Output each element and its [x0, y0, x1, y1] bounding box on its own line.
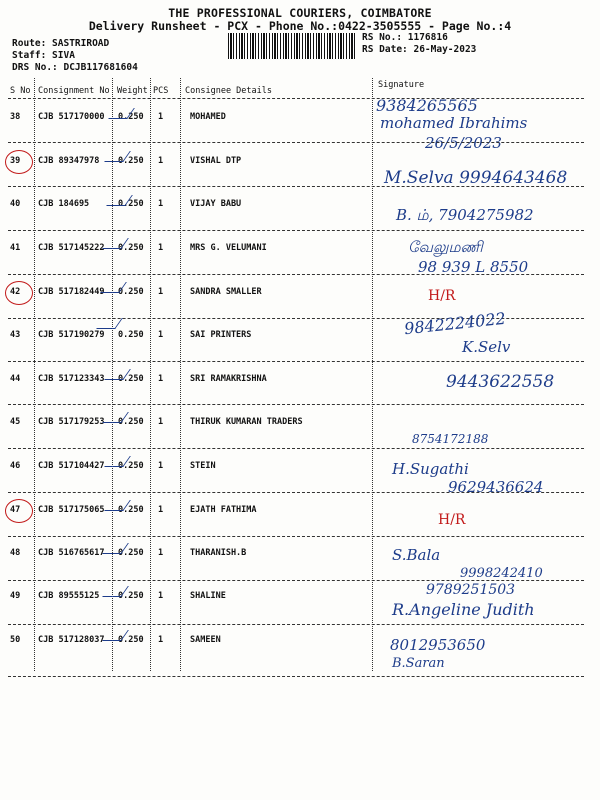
rs-date: RS Date: 26-May-2023 — [362, 44, 477, 55]
row-consignment: CJB 516765617 — [38, 548, 105, 558]
runsheet-title: Delivery Runsheet - PCX - Phone No.:0422-3505555 - Page No.:4 — [88, 19, 512, 33]
col-consignee: Consignee Details — [185, 86, 272, 96]
row-consignment: CJB 517145222 — [38, 243, 105, 253]
row-pcs: 1 — [158, 505, 164, 515]
row-weight: 0.250 — [118, 461, 144, 471]
row-consignment: CJB 517170000 — [38, 112, 105, 122]
col-sno: S No — [10, 86, 31, 96]
row-sno: 38 — [10, 112, 21, 122]
row-sno: 50 — [10, 635, 21, 645]
row-consignment: CJB 517182449 — [38, 287, 105, 297]
row-consignment: CJB 517175065 — [38, 505, 105, 515]
row-consignment: CJB 517190279 — [38, 330, 105, 340]
row-consignee: SANDRA SMALLER — [190, 287, 262, 297]
row-consignee: MOHAMED — [190, 112, 226, 122]
drs-number: DRS No.: DCJB117681604 — [12, 62, 138, 73]
row-divider — [8, 536, 584, 537]
row-pcs: 1 — [158, 548, 164, 558]
row-weight: 0.250 — [118, 417, 144, 427]
tick-mark — [96, 318, 123, 329]
row-divider — [8, 492, 584, 493]
row-divider — [8, 186, 584, 187]
row-weight: 0.250 — [118, 199, 144, 209]
signature-name: வேலுமணி — [408, 238, 483, 256]
row-divider — [8, 361, 584, 362]
row-divider — [8, 448, 584, 449]
col-signature: Signature — [378, 80, 425, 90]
signature-name: B.Saran — [392, 656, 445, 671]
hr-mark: H/R — [428, 288, 456, 304]
row-consignment: CJB 89555125 — [38, 591, 100, 601]
row-divider — [8, 274, 584, 275]
row-sno: 47 — [10, 505, 21, 515]
row-consignee: SAI PRINTERS — [190, 330, 252, 340]
row-consignee: SAMEEN — [190, 635, 221, 645]
row-divider — [8, 404, 584, 405]
row-pcs: 1 — [158, 156, 164, 166]
grid-line — [150, 78, 151, 671]
row-pcs: 1 — [158, 635, 164, 645]
row-sno: 44 — [10, 374, 21, 384]
row-sno: 45 — [10, 417, 21, 427]
signature-phone: 9384265565 — [376, 96, 478, 115]
signature-phone: 9998242410 — [460, 566, 543, 581]
row-consignee: VIJAY BABU — [190, 199, 242, 209]
company-name: THE PROFESSIONAL COURIERS, COIMBATORE — [168, 6, 432, 20]
signature-phone: 98 939 L 8550 — [418, 258, 529, 276]
row-consignee: MRS G. VELUMANI — [190, 243, 267, 253]
row-sno: 41 — [10, 243, 21, 253]
signature-phone: 8754172188 — [412, 432, 489, 446]
hr-mark: H/R — [438, 512, 466, 528]
signature-phone: 9789251503 — [426, 582, 516, 598]
row-weight: 0.250 — [118, 374, 144, 384]
row-weight: 0.250 — [118, 548, 144, 558]
signature-name: S.Bala — [392, 546, 441, 564]
row-sno: 39 — [10, 156, 21, 166]
row-sno: 49 — [10, 591, 21, 601]
row-pcs: 1 — [158, 461, 164, 471]
col-consignment: Consignment No — [38, 86, 110, 96]
row-sno: 48 — [10, 548, 21, 558]
signature-name: R.Angeline Judith — [392, 600, 535, 619]
row-divider — [8, 676, 584, 677]
signature-phone: 9443622558 — [446, 372, 555, 392]
signature-name: K.Selv — [462, 338, 511, 356]
row-sno: 42 — [10, 287, 21, 297]
row-weight: 0.250 — [118, 243, 144, 253]
row-divider — [8, 580, 584, 581]
row-divider — [8, 142, 584, 143]
signature-phone: 9629436624 — [448, 478, 544, 496]
row-sno: 43 — [10, 330, 21, 340]
row-consignee: THARANISH.B — [190, 548, 247, 558]
row-consignee: SHALINE — [190, 591, 226, 601]
col-weight: Weight — [117, 86, 148, 96]
row-weight: 0.250 — [118, 287, 144, 297]
signature-date: 26/5/2023 — [425, 134, 502, 152]
signature-name: mohamed Ibrahims — [380, 114, 528, 132]
grid-line — [180, 78, 181, 671]
header-divider — [8, 98, 584, 99]
row-consignee: EJATH FATHIMA — [190, 505, 257, 515]
row-pcs: 1 — [158, 374, 164, 384]
row-consignee: STEIN — [190, 461, 216, 471]
signature-name: H.Sugathi — [392, 460, 469, 478]
signature-name: B. ம், 7904275982 — [396, 206, 534, 224]
row-consignee: THIRUK KUMARAN TRADERS — [190, 417, 303, 427]
row-consignee: SRI RAMAKRISHNA — [190, 374, 267, 384]
row-pcs: 1 — [158, 199, 164, 209]
row-sno: 40 — [10, 199, 21, 209]
row-consignment: CJB 517104427 — [38, 461, 105, 471]
route-label: Route: SASTRIROAD — [12, 38, 110, 49]
row-consignment: CJB 517128037 — [38, 635, 105, 645]
col-pcs: PCS — [153, 86, 169, 96]
row-consignment: CJB 517123343 — [38, 374, 105, 384]
row-consignment: CJB 184695 — [38, 199, 90, 209]
row-pcs: 1 — [158, 417, 164, 427]
row-weight: 0.250 — [118, 505, 144, 515]
row-divider — [8, 624, 584, 625]
row-divider — [8, 230, 584, 231]
rs-number: RS No.: 1176816 — [362, 32, 448, 43]
grid-line — [372, 78, 373, 671]
row-weight: 0.250 — [118, 591, 144, 601]
signature-name: M.Selva 9994643468 — [384, 168, 568, 188]
barcode — [228, 33, 356, 59]
row-weight: 0.250 — [118, 330, 144, 340]
row-weight: 0.250 — [118, 635, 144, 645]
row-pcs: 1 — [158, 591, 164, 601]
signature-phone: 8012953650 — [390, 636, 486, 654]
signature-phone: 9842224022 — [403, 308, 507, 339]
row-pcs: 1 — [158, 243, 164, 253]
row-pcs: 1 — [158, 330, 164, 340]
row-weight: 0.250 — [118, 156, 144, 166]
row-sno: 46 — [10, 461, 21, 471]
row-consignee: VISHAL DTP — [190, 156, 242, 166]
row-consignment: CJB 89347978 — [38, 156, 100, 166]
grid-line — [34, 78, 35, 671]
row-consignment: CJB 517179253 — [38, 417, 105, 427]
staff-label: Staff: SIVA — [12, 50, 75, 61]
row-pcs: 1 — [158, 287, 164, 297]
row-weight: 0.250 — [118, 112, 144, 122]
row-pcs: 1 — [158, 112, 164, 122]
